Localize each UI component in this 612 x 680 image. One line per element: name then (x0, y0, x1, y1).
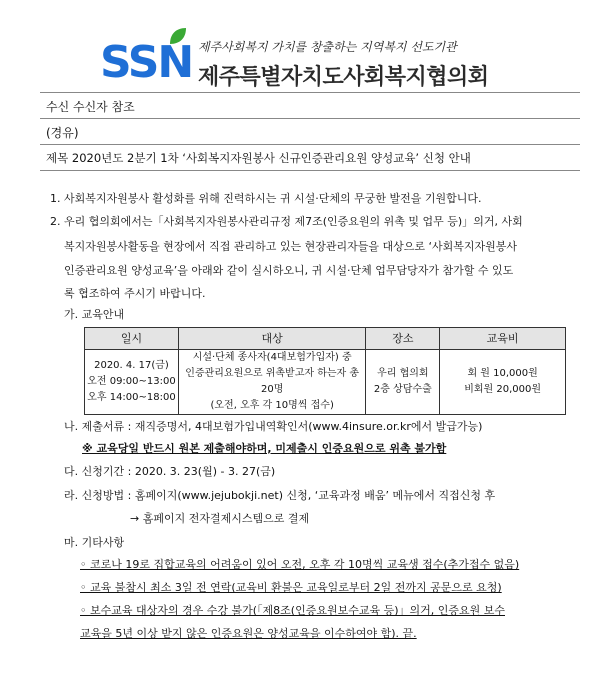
divider (40, 170, 580, 171)
table-header-row (85, 328, 566, 350)
datetime-afternoon: 오후 14:00~18:00 (87, 392, 176, 403)
section-ra-line-2: → 홈페이지 전자결제시스템으로 결제 (130, 512, 310, 525)
paragraph-2-line-4: 록 협조하여 주시기 바랍니다. (64, 287, 206, 300)
section-ma-item-1: ◦ 코로나 19로 집합교육의 어려움이 있어 오전, 오후 각 10명씩 교육생 접수(추가접수 없음) (80, 558, 520, 571)
header-divider (40, 92, 580, 93)
section-ma-label: 마. 기타사항 (64, 536, 125, 549)
table-header-cell: 일시 (85, 328, 179, 350)
section-ma-item-3b: 교육을 5년 이상 받지 않은 인증요원은 양성교육을 이수하여야 함). 끝. (80, 627, 417, 640)
table-header-cell: 장소 (366, 328, 440, 350)
subject-line: 제목 2020년도 2분기 1차 ‘사회복지자원봉사 신규인증관리요원 양성교육’ 신청 안내 (46, 151, 471, 165)
paragraph-1: 1. 사회복지자원봉사 활성화를 위해 진력하시는 귀 시설·단체의 무궁한 발전을 기원합니다. (50, 192, 482, 205)
fee-nonmember: 비회원 20,000원 (464, 384, 542, 395)
paragraph-2-line-2: 복지자원봉사활동을 현장에서 직접 관리하고 있는 현장관리자들을 대상으로 ‘사회복지자원봉사 (64, 240, 518, 253)
ssn-logo: SSN (100, 37, 193, 88)
slogan: 제주사회복지 가치를 창출하는 지역복지 선도기관 (198, 40, 457, 54)
section-ma-item-3a: ◦ 보수교육 대상자의 경우 수강 불가(「제8조(인증요원보수교육 등)」의거, 인증요원 보수 (80, 604, 505, 617)
table-row (85, 350, 566, 415)
place-cell (366, 350, 440, 415)
target-line: (오전, 오후 각 10명씩 접수) (210, 400, 334, 411)
datetime-cell (85, 350, 179, 415)
section-ga-label: 가. 교육안내 (64, 308, 125, 321)
education-table (84, 327, 566, 415)
divider (40, 144, 580, 145)
target-line: 시설·단체 종사자(4대보험가입자) 중 (192, 352, 352, 363)
recipient-line: 수신 수신자 참조 (46, 100, 135, 114)
divider (40, 118, 580, 119)
section-ma-item-2: ◦ 교육 불참시 최소 3일 전 연락(교육비 환불은 교육일로부터 2일 전까지 공문으로 요청) (80, 581, 502, 594)
section-da-line: 다. 신청기간 : 2020. 3. 23(월) - 3. 27(금) (64, 465, 276, 478)
target-cell (178, 350, 366, 415)
section-ra-line-1: 라. 신청방법 : 홈페이지(www.jejubokji.net) 신청, ‘교육과정 배움’ 메뉴에서 직접신청 후 (64, 489, 496, 502)
place-line: 우리 협의회 (377, 368, 429, 379)
datetime-morning: 오전 09:00~13:00 (87, 376, 176, 387)
via-line: (경유) (46, 126, 79, 140)
paragraph-2-line-1: 2. 우리 협의회에서는「사회복지자원봉사관리규정 제7조(인증요원의 위촉 및 업무 등)」의거, 사회 (50, 215, 523, 228)
section-na-notice: ※ 교육당일 반드시 원본 제출해야하며, 미제출시 인증요원으로 위촉 불가함 (82, 442, 447, 455)
target-line: 인증관리요원으로 위촉받고자 하는자 총 20명 (185, 368, 360, 395)
table-header-cell: 교육비 (440, 328, 566, 350)
fee-cell (440, 350, 566, 415)
organization-name: 제주특별자치도사회복지협의회 (198, 65, 489, 90)
table-header-cell: 대상 (178, 328, 366, 350)
section-na-line-1: 나. 제출서류 : 재직증명서, 4대보험가입내역확인서(www.4insure.or.kr에서 발급가능) (64, 420, 483, 433)
place-line: 2층 상담수출 (373, 384, 432, 395)
paragraph-2-line-3: 인증관리요원 양성교육’을 아래와 같이 실시하오니, 귀 시설·단체 업무담당자가 참가할 수 있도 (64, 264, 514, 277)
datetime-date: 2020. 4. 17(금) (94, 360, 169, 371)
fee-member: 회 원 10,000원 (467, 368, 538, 379)
